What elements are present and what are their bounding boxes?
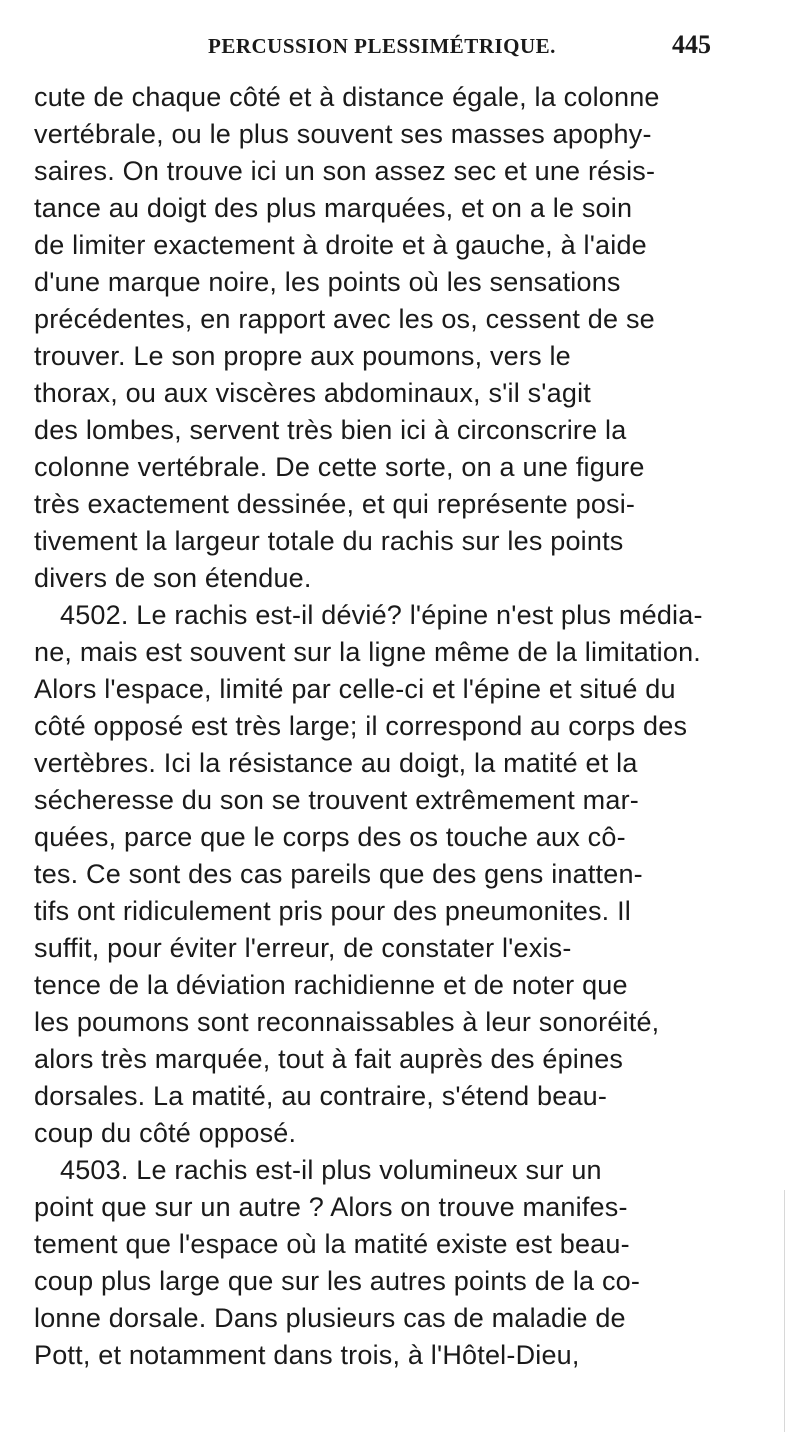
text-line: coup plus large que sur les autres points de la co- xyxy=(34,1266,641,1296)
text-line: dorsales. La matité, au contraire, s'étend beau- xyxy=(34,1081,608,1111)
text-line: Pott, et notamment dans trois, à l'Hôtel-Dieu, xyxy=(34,1340,580,1370)
text-line: vertébrale, ou le plus souvent ses masses apophy- xyxy=(34,119,652,149)
text-line: des lombes, servent très bien ici à circonscrire la xyxy=(34,415,627,445)
text-line: tivement la largeur totale du rachis sur les points xyxy=(34,526,624,556)
scan-edge-line xyxy=(784,1190,785,1432)
text-line: suffit, pour éviter l'erreur, de constater l'exis- xyxy=(34,933,572,963)
running-head xyxy=(0,30,800,70)
text-line: divers de son étendue. xyxy=(34,563,312,593)
text-line: tence de la déviation rachidienne et de noter que xyxy=(34,970,628,1000)
running-title: PERCUSSION PLESSIMÉTRIQUE. xyxy=(208,34,556,58)
text-line: 4503. Le rachis est-il plus volumineux sur un xyxy=(60,1155,602,1185)
text-line: 4502. Le rachis est-il dévié? l'épine n'est plus média- xyxy=(60,600,703,630)
text-line: lonne dorsale. Dans plusieurs cas de maladie de xyxy=(34,1303,626,1333)
text-line: thorax, ou aux viscères abdominaux, s'il s'agit xyxy=(34,378,591,408)
text-line: vertèbres. Ici la résistance au doigt, la matité et la xyxy=(34,748,638,778)
text-line: côté opposé est très large; il correspond au corps des xyxy=(34,711,688,741)
text-line: point que sur un autre ? Alors on trouve manifes- xyxy=(34,1192,628,1222)
text-line: ne, mais est souvent sur la ligne même de la limitation. xyxy=(34,637,702,667)
text-line: quées, parce que le corps des os touche aux cô- xyxy=(34,822,626,852)
text-line: coup du côté opposé. xyxy=(34,1118,297,1148)
text-line: sécheresse du son se trouvent extrêmement mar- xyxy=(34,785,639,815)
text-line: tement que l'espace où la matité existe est beau- xyxy=(34,1229,630,1259)
text-line: de limiter exactement à droite et à gauche, à l'aide xyxy=(34,230,647,260)
text-line: trouver. Le son propre aux poumons, vers le xyxy=(34,341,571,371)
text-line: alors très marquée, tout à fait auprès des épines xyxy=(34,1044,624,1074)
text-line: très exactement dessinée, et qui représente posi- xyxy=(34,489,636,519)
text-line: précédentes, en rapport avec les os, cessent de se xyxy=(34,304,655,334)
text-line: colonne vertébrale. De cette sorte, on a une figure xyxy=(34,452,645,482)
text-line: cute de chaque côté et à distance égale, la colonne xyxy=(34,82,660,112)
text-line: d'une marque noire, les points où les sensations xyxy=(34,267,621,297)
text-line: les poumons sont reconnaissables à leur sonoréité, xyxy=(34,1007,660,1037)
text-line: tes. Ce sont des cas pareils que des gens inatten- xyxy=(34,859,643,889)
text-line: saires. On trouve ici un son assez sec et une résis- xyxy=(34,156,656,186)
text-line: Alors l'espace, limité par celle-ci et l'épine et situé du xyxy=(34,674,676,704)
text-line: tance au doigt des plus marquées, et on a le soin xyxy=(34,193,633,223)
text-line: tifs ont ridiculement pris pour des pneumonites. Il xyxy=(34,896,631,926)
page-number: 445 xyxy=(672,30,711,59)
